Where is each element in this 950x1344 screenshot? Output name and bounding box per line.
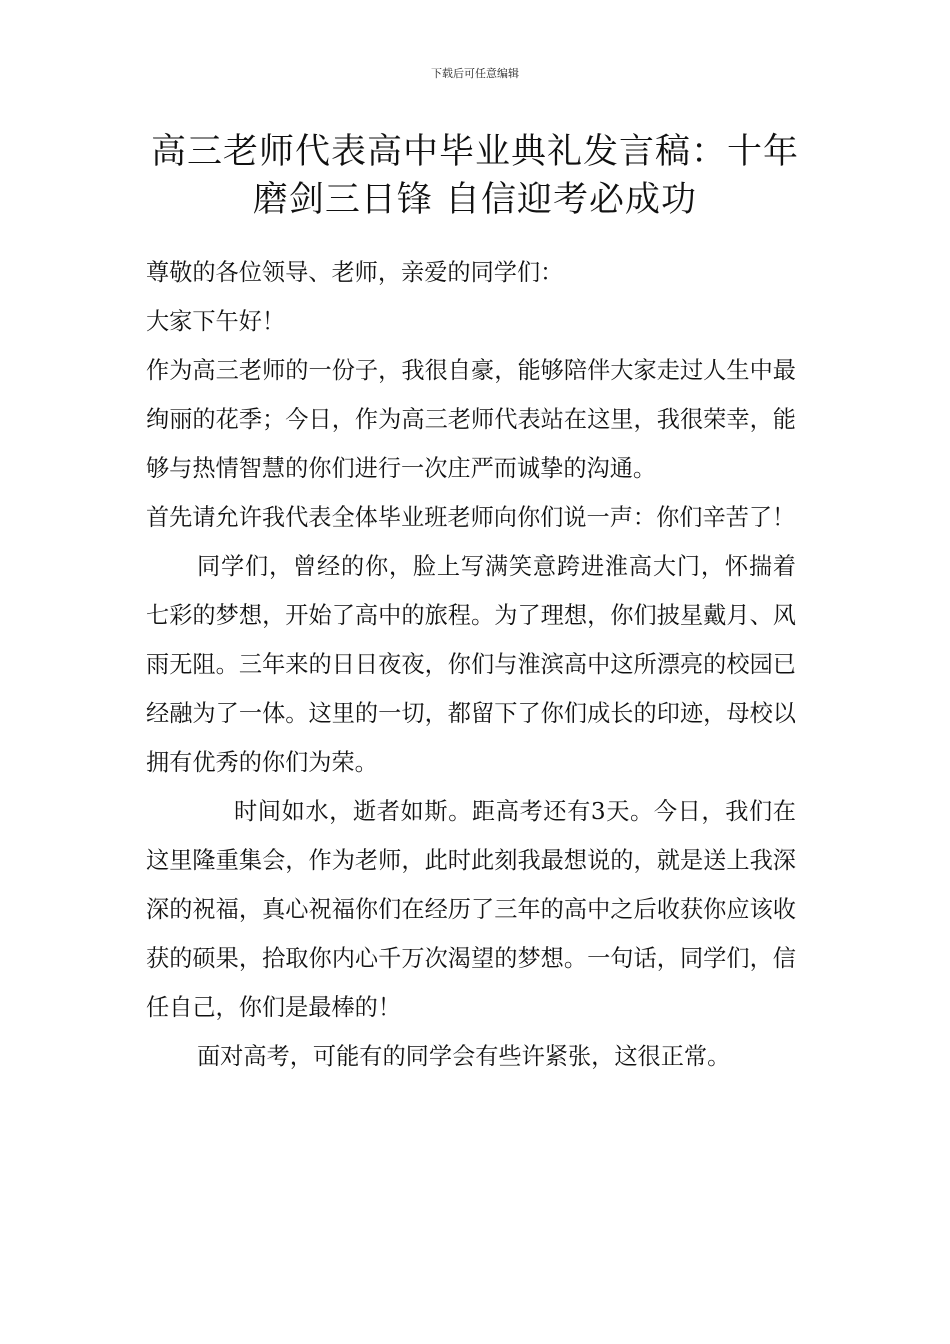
body-paragraph: 作为高三老师的一份子，我很自豪，能够陪伴大家走过人生中最绚丽的花季；今日，作为高三老师代表站在这里，我很荣幸，能够与热情智慧的你们进行一次庄严而诚挚的沟通。	[146, 357, 796, 482]
salutation-paragraph: 尊敬的各位领导、老师，亲爱的同学们：	[146, 259, 564, 286]
document-body	[146, 248, 796, 1081]
body-paragraph: 首先请允许我代表全体毕业班老师向你们说一声：你们辛苦了！	[146, 504, 796, 531]
greeting-paragraph: 大家下午好！	[146, 308, 286, 335]
document-title-line-2: 磨剑三日锋 自信迎考必成功	[252, 180, 698, 220]
body-paragraph: 同学们，曾经的你，脸上写满笑意跨进淮高大门，怀揣着七彩的梦想，开始了高中的旅程。为了理想，你们披星戴月、风雨无阻。三年来的日日夜夜，你们与淮滨高中这所漂亮的校园已经融为了一体。这里的一切，都留下了你们成长的印迹，母校以拥有优秀的你们为荣。	[146, 553, 796, 776]
body-paragraph: 时间如水，逝者如斯。距高考还有3天。今日，我们在这里隆重集会，作为老师，此时此刻我最想说的，就是送上我深深的祝福，真心祝福你们在经历了三年的高中之后收获你应该收获的硕果，拾取你内心千万次渴望的梦想。一句话，同学们，信任自己，你们是最棒的！	[146, 798, 796, 1021]
body-paragraph: 面对高考，可能有的同学会有些许紧张，这很正常。	[197, 1043, 731, 1070]
page-header-note: 下载后可任意编辑	[431, 67, 519, 80]
document-title	[140, 128, 810, 224]
document-title-line-1: 高三老师代表高中毕业典礼发言稿：十年	[150, 132, 799, 172]
